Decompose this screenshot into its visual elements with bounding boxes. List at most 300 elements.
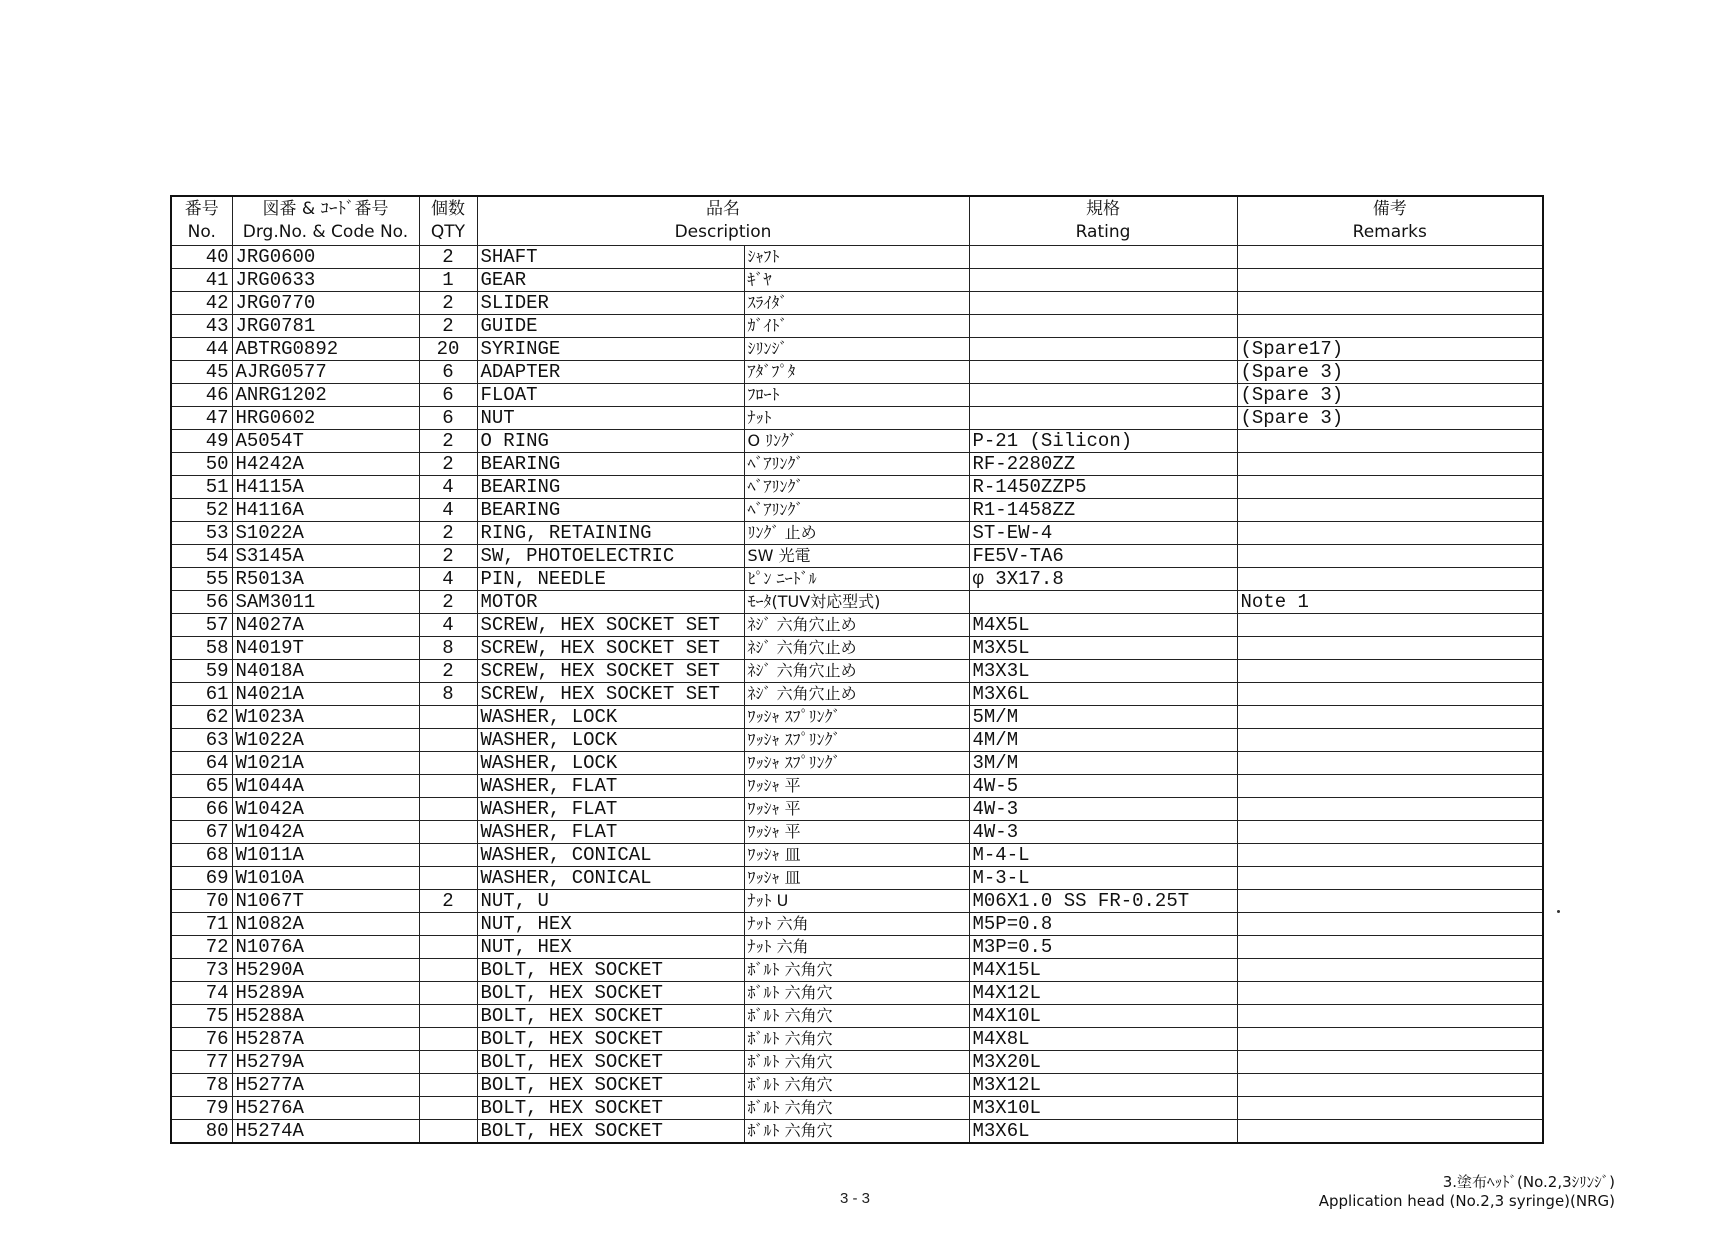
row-description-en: WASHER, CONICAL: [477, 844, 744, 867]
row-rating: [969, 361, 1237, 384]
row-rating: [969, 591, 1237, 614]
row-description-jp: ﾈｼﾞ 六角穴止め: [744, 683, 969, 706]
row-qty: [419, 1097, 477, 1120]
table-row: [171, 338, 1543, 361]
row-rating: M4X5L: [969, 614, 1237, 637]
row-remarks: [1237, 1120, 1543, 1144]
row-description-jp: ﾅｯﾄ 六角: [744, 913, 969, 936]
row-description-jp: ﾍﾞｱﾘﾝｸﾞ: [744, 453, 969, 476]
header-description-en: Description: [674, 222, 772, 242]
row-code: H5288A: [232, 1005, 419, 1028]
row-description-en: ADAPTER: [477, 361, 744, 384]
row-remarks: [1237, 522, 1543, 545]
row-rating: 5M/M: [969, 706, 1237, 729]
header-rating-en: Rating: [1075, 222, 1131, 242]
row-number: 63: [171, 729, 232, 752]
table-row: [171, 890, 1543, 913]
table-row: [171, 706, 1543, 729]
row-description-jp: O ﾘﾝｸﾞ: [744, 430, 969, 453]
row-qty: [419, 982, 477, 1005]
row-rating: M3X12L: [969, 1074, 1237, 1097]
row-code: H5276A: [232, 1097, 419, 1120]
row-code: HRG0602: [232, 407, 419, 430]
row-rating: M-4-L: [969, 844, 1237, 867]
row-description-en: MOTOR: [477, 591, 744, 614]
row-description-en: GEAR: [477, 269, 744, 292]
row-description-en: BEARING: [477, 453, 744, 476]
row-number: 58: [171, 637, 232, 660]
table-row: [171, 1028, 1543, 1051]
row-qty: 6: [419, 407, 477, 430]
table-row: [171, 1051, 1543, 1074]
row-remarks: (Spare17): [1237, 338, 1543, 361]
row-description-en: NUT, HEX: [477, 936, 744, 959]
row-remarks: [1237, 1028, 1543, 1051]
row-remarks: [1237, 1005, 1543, 1028]
row-remarks: [1237, 246, 1543, 269]
row-description-jp: ﾈｼﾞ 六角穴止め: [744, 614, 969, 637]
row-description-en: RING, RETAINING: [477, 522, 744, 545]
row-rating: M3X20L: [969, 1051, 1237, 1074]
row-qty: 2: [419, 453, 477, 476]
row-rating: RF-2280ZZ: [969, 453, 1237, 476]
section-title-en: Application head (No.2,3 syringe)(NRG): [1318, 1192, 1615, 1210]
header-description-jp: 品名: [706, 199, 740, 219]
row-qty: [419, 752, 477, 775]
row-description-en: FLOAT: [477, 384, 744, 407]
row-qty: 4: [419, 614, 477, 637]
header-rating: [969, 196, 1237, 246]
table-row: [171, 1005, 1543, 1028]
row-description-jp: ﾎﾞﾙﾄ 六角穴: [744, 1005, 969, 1028]
row-description-en: WASHER, LOCK: [477, 706, 744, 729]
row-description-jp: ﾎﾞﾙﾄ 六角穴: [744, 1120, 969, 1144]
row-description-en: GUIDE: [477, 315, 744, 338]
row-number: 50: [171, 453, 232, 476]
row-code: W1044A: [232, 775, 419, 798]
table-row: [171, 499, 1543, 522]
row-description-jp: ﾘﾝｸﾞ 止め: [744, 522, 969, 545]
row-number: 54: [171, 545, 232, 568]
table-row: [171, 591, 1543, 614]
row-qty: 6: [419, 384, 477, 407]
row-number: 75: [171, 1005, 232, 1028]
row-qty: 1: [419, 269, 477, 292]
table-row: [171, 660, 1543, 683]
header-qty: [419, 196, 477, 246]
row-description-jp: ｼｬﾌﾄ: [744, 246, 969, 269]
row-rating: 4W-3: [969, 821, 1237, 844]
table-row: [171, 453, 1543, 476]
row-description-en: NUT: [477, 407, 744, 430]
row-number: 49: [171, 430, 232, 453]
table-row: [171, 384, 1543, 407]
row-qty: 4: [419, 476, 477, 499]
row-rating: P-21 (Silicon): [969, 430, 1237, 453]
row-number: 74: [171, 982, 232, 1005]
row-code: JRG0633: [232, 269, 419, 292]
row-description-en: SCREW, HEX SOCKET SET: [477, 683, 744, 706]
row-code: JRG0600: [232, 246, 419, 269]
row-description-en: WASHER, FLAT: [477, 821, 744, 844]
row-number: 70: [171, 890, 232, 913]
row-code: W1011A: [232, 844, 419, 867]
row-remarks: [1237, 430, 1543, 453]
row-description-en: O RING: [477, 430, 744, 453]
header-no-en: No.: [187, 222, 216, 242]
row-description-en: WASHER, FLAT: [477, 775, 744, 798]
row-remarks: [1237, 476, 1543, 499]
row-number: 55: [171, 568, 232, 591]
row-code: JRG0781: [232, 315, 419, 338]
row-description-jp: ﾜｯｼｬ 平: [744, 775, 969, 798]
header-remarks-jp: 備考: [1372, 199, 1407, 219]
row-description-en: SW, PHOTOELECTRIC: [477, 545, 744, 568]
row-number: 51: [171, 476, 232, 499]
row-description-en: PIN, NEEDLE: [477, 568, 744, 591]
row-remarks: [1237, 568, 1543, 591]
row-description-jp: ｶﾞｲﾄﾞ: [744, 315, 969, 338]
parts-table-body: [171, 246, 1543, 1144]
row-description-jp: ﾎﾞﾙﾄ 六角穴: [744, 1028, 969, 1051]
row-qty: [419, 729, 477, 752]
row-number: 52: [171, 499, 232, 522]
row-qty: [419, 1120, 477, 1144]
row-remarks: [1237, 453, 1543, 476]
row-qty: 6: [419, 361, 477, 384]
row-qty: 2: [419, 246, 477, 269]
row-qty: 2: [419, 315, 477, 338]
table-row: [171, 867, 1543, 890]
row-code: A5054T: [232, 430, 419, 453]
row-number: 72: [171, 936, 232, 959]
row-remarks: Note 1: [1237, 591, 1543, 614]
page-number: 3 - 3: [840, 1190, 871, 1207]
row-rating: M4X12L: [969, 982, 1237, 1005]
row-number: 68: [171, 844, 232, 867]
row-number: 65: [171, 775, 232, 798]
table-row: [171, 637, 1543, 660]
table-row: [171, 683, 1543, 706]
row-rating: M3X6L: [969, 683, 1237, 706]
row-description-jp: ﾅｯﾄ U: [744, 890, 969, 913]
row-rating: M4X15L: [969, 959, 1237, 982]
header-qty-en: QTY: [430, 222, 466, 242]
row-description-en: SCREW, HEX SOCKET SET: [477, 637, 744, 660]
row-rating: 3M/M: [969, 752, 1237, 775]
row-remarks: [1237, 867, 1543, 890]
row-remarks: [1237, 821, 1543, 844]
row-code: H5279A: [232, 1051, 419, 1074]
row-description-jp: ﾓｰﾀ(TUV対応型式): [744, 591, 969, 614]
table-row: [171, 269, 1543, 292]
row-rating: [969, 292, 1237, 315]
row-description-en: BOLT, HEX SOCKET: [477, 1051, 744, 1074]
row-description-jp: ﾍﾞｱﾘﾝｸﾞ: [744, 476, 969, 499]
row-qty: [419, 775, 477, 798]
table-row: [171, 821, 1543, 844]
row-number: 41: [171, 269, 232, 292]
row-number: 56: [171, 591, 232, 614]
row-description-jp: ﾈｼﾞ 六角穴止め: [744, 637, 969, 660]
row-description-jp: ﾜｯｼｬ ｽﾌﾟﾘﾝｸﾞ: [744, 752, 969, 775]
row-remarks: (Spare 3): [1237, 407, 1543, 430]
header-code: [232, 196, 419, 246]
row-rating: [969, 315, 1237, 338]
row-code: H5289A: [232, 982, 419, 1005]
row-number: 77: [171, 1051, 232, 1074]
row-rating: [969, 269, 1237, 292]
row-number: 62: [171, 706, 232, 729]
row-code: H5274A: [232, 1120, 419, 1144]
table-row: [171, 982, 1543, 1005]
row-description-jp: ﾜｯｼｬ 平: [744, 821, 969, 844]
row-qty: [419, 1005, 477, 1028]
row-code: W1023A: [232, 706, 419, 729]
row-description-jp: ｼﾘﾝｼﾞ: [744, 338, 969, 361]
row-remarks: [1237, 729, 1543, 752]
row-code: AJRG0577: [232, 361, 419, 384]
row-code: N4018A: [232, 660, 419, 683]
row-code: H4242A: [232, 453, 419, 476]
row-remarks: [1237, 1074, 1543, 1097]
row-description-en: WASHER, LOCK: [477, 729, 744, 752]
row-rating: [969, 246, 1237, 269]
table-row: [171, 545, 1543, 568]
row-description-en: SLIDER: [477, 292, 744, 315]
row-qty: [419, 1028, 477, 1051]
parts-list-table: [170, 195, 1544, 1144]
row-qty: 2: [419, 522, 477, 545]
row-description-jp: ﾌﾛｰﾄ: [744, 384, 969, 407]
row-remarks: [1237, 499, 1543, 522]
table-row: [171, 729, 1543, 752]
row-remarks: (Spare 3): [1237, 384, 1543, 407]
row-qty: [419, 913, 477, 936]
row-qty: [419, 706, 477, 729]
row-rating: M3P=0.5: [969, 936, 1237, 959]
row-description-jp: ﾜｯｼｬ 皿: [744, 844, 969, 867]
row-code: N4021A: [232, 683, 419, 706]
row-remarks: [1237, 637, 1543, 660]
row-description-jp: ﾜｯｼｬ ｽﾌﾟﾘﾝｸﾞ: [744, 706, 969, 729]
row-code: H4116A: [232, 499, 419, 522]
row-description-en: SHAFT: [477, 246, 744, 269]
row-description-en: WASHER, CONICAL: [477, 867, 744, 890]
row-description-jp: ﾜｯｼｬ 平: [744, 798, 969, 821]
row-code: W1042A: [232, 798, 419, 821]
table-row: [171, 844, 1543, 867]
table-row: [171, 407, 1543, 430]
table-row: [171, 522, 1543, 545]
row-code: W1022A: [232, 729, 419, 752]
row-number: 40: [171, 246, 232, 269]
row-qty: [419, 821, 477, 844]
row-remarks: [1237, 315, 1543, 338]
row-description-jp: ｽﾗｲﾀﾞ: [744, 292, 969, 315]
row-code: N4019T: [232, 637, 419, 660]
row-number: 69: [171, 867, 232, 890]
row-description-en: SCREW, HEX SOCKET SET: [477, 614, 744, 637]
row-description-jp: ﾎﾞﾙﾄ 六角穴: [744, 1097, 969, 1120]
row-description-en: SYRINGE: [477, 338, 744, 361]
section-title: [1319, 1173, 1615, 1211]
row-remarks: [1237, 1097, 1543, 1120]
row-number: 80: [171, 1120, 232, 1144]
row-number: 59: [171, 660, 232, 683]
row-description-en: BOLT, HEX SOCKET: [477, 982, 744, 1005]
header-qty-jp: 個数: [431, 199, 465, 219]
row-remarks: [1237, 959, 1543, 982]
row-number: 73: [171, 959, 232, 982]
row-remarks: [1237, 798, 1543, 821]
row-qty: 2: [419, 591, 477, 614]
table-row: [171, 568, 1543, 591]
header-code-en: Drg.No. & Code No.: [242, 222, 409, 242]
header-rating-jp: 規格: [1086, 199, 1120, 219]
row-qty: 2: [419, 292, 477, 315]
row-description-en: BOLT, HEX SOCKET: [477, 1074, 744, 1097]
row-rating: 4W-5: [969, 775, 1237, 798]
row-remarks: [1237, 1051, 1543, 1074]
header-no-jp: 番号: [184, 199, 219, 219]
row-rating: M3X5L: [969, 637, 1237, 660]
row-number: 46: [171, 384, 232, 407]
header-description: [477, 196, 969, 246]
row-remarks: [1237, 936, 1543, 959]
row-qty: [419, 1074, 477, 1097]
row-code: ANRG1202: [232, 384, 419, 407]
section-title-jp: 3.塗布ﾍｯﾄﾞ(No.2,3ｼﾘﾝｼﾞ): [1442, 1173, 1615, 1191]
row-remarks: [1237, 269, 1543, 292]
row-description-jp: ﾋﾟﾝ ﾆｰﾄﾞﾙ: [744, 568, 969, 591]
table-row: [171, 775, 1543, 798]
row-code: JRG0770: [232, 292, 419, 315]
row-description-jp: ﾍﾞｱﾘﾝｸﾞ: [744, 499, 969, 522]
row-remarks: [1237, 292, 1543, 315]
row-code: ABTRG0892: [232, 338, 419, 361]
row-rating: M3X10L: [969, 1097, 1237, 1120]
table-row: [171, 430, 1543, 453]
row-qty: [419, 844, 477, 867]
table-row: [171, 614, 1543, 637]
row-remarks: [1237, 545, 1543, 568]
row-number: 67: [171, 821, 232, 844]
row-rating: M3X6L: [969, 1120, 1237, 1144]
row-number: 47: [171, 407, 232, 430]
row-number: 71: [171, 913, 232, 936]
row-remarks: [1237, 683, 1543, 706]
table-row: [171, 752, 1543, 775]
row-number: 57: [171, 614, 232, 637]
header-remarks: [1237, 196, 1543, 246]
row-qty: [419, 1051, 477, 1074]
row-qty: 2: [419, 890, 477, 913]
row-code: S3145A: [232, 545, 419, 568]
row-description-en: BEARING: [477, 476, 744, 499]
row-description-jp: ｷﾞﾔ: [744, 269, 969, 292]
row-description-en: BOLT, HEX SOCKET: [477, 1097, 744, 1120]
row-remarks: (Spare 3): [1237, 361, 1543, 384]
row-code: H4115A: [232, 476, 419, 499]
row-description-jp: ﾜｯｼｬ 皿: [744, 867, 969, 890]
row-description-en: WASHER, FLAT: [477, 798, 744, 821]
row-code: W1010A: [232, 867, 419, 890]
row-rating: [969, 407, 1237, 430]
row-rating: R-1450ZZP5: [969, 476, 1237, 499]
row-number: 79: [171, 1097, 232, 1120]
row-number: 66: [171, 798, 232, 821]
row-description-en: SCREW, HEX SOCKET SET: [477, 660, 744, 683]
row-qty: 8: [419, 637, 477, 660]
row-description-jp: ﾎﾞﾙﾄ 六角穴: [744, 1051, 969, 1074]
row-description-jp: ﾜｯｼｬ ｽﾌﾟﾘﾝｸﾞ: [744, 729, 969, 752]
header-remarks-en: Remarks: [1352, 222, 1427, 242]
row-qty: 2: [419, 545, 477, 568]
row-description-jp: ﾅｯﾄ: [744, 407, 969, 430]
table-row: [171, 1097, 1543, 1120]
header-code-jp: 図番 & ｺｰﾄﾞ番号: [262, 199, 389, 219]
row-qty: [419, 798, 477, 821]
row-rating: M4X10L: [969, 1005, 1237, 1028]
row-qty: 2: [419, 430, 477, 453]
table-row: [171, 292, 1543, 315]
row-number: 44: [171, 338, 232, 361]
row-rating: [969, 338, 1237, 361]
table-row: [171, 315, 1543, 338]
row-number: 64: [171, 752, 232, 775]
row-number: 76: [171, 1028, 232, 1051]
row-description-en: BOLT, HEX SOCKET: [477, 1005, 744, 1028]
row-qty: [419, 959, 477, 982]
table-row: [171, 1120, 1543, 1144]
row-rating: M4X8L: [969, 1028, 1237, 1051]
row-description-jp: ｱﾀﾞﾌﾟﾀ: [744, 361, 969, 384]
row-remarks: [1237, 775, 1543, 798]
row-code: N4027A: [232, 614, 419, 637]
row-description-en: WASHER, LOCK: [477, 752, 744, 775]
header-no: [171, 196, 232, 246]
row-rating: M06X1.0 SS FR-0.25T: [969, 890, 1237, 913]
row-remarks: [1237, 614, 1543, 637]
table-row: [171, 798, 1543, 821]
row-rating: [969, 384, 1237, 407]
row-code: H5277A: [232, 1074, 419, 1097]
row-rating: 4M/M: [969, 729, 1237, 752]
row-description-en: BOLT, HEX SOCKET: [477, 959, 744, 982]
row-description-jp: ﾎﾞﾙﾄ 六角穴: [744, 1074, 969, 1097]
row-qty: 8: [419, 683, 477, 706]
row-code: H5287A: [232, 1028, 419, 1051]
row-qty: [419, 936, 477, 959]
row-rating: R1-1458ZZ: [969, 499, 1237, 522]
row-code: N1067T: [232, 890, 419, 913]
row-remarks: [1237, 752, 1543, 775]
table-row: [171, 959, 1543, 982]
row-number: 78: [171, 1074, 232, 1097]
row-rating: M-3-L: [969, 867, 1237, 890]
row-remarks: [1237, 706, 1543, 729]
row-remarks: [1237, 913, 1543, 936]
row-rating: ST-EW-4: [969, 522, 1237, 545]
row-qty: 20: [419, 338, 477, 361]
row-description-jp: ﾎﾞﾙﾄ 六角穴: [744, 982, 969, 1005]
row-description-en: NUT, HEX: [477, 913, 744, 936]
row-description-jp: ﾈｼﾞ 六角穴止め: [744, 660, 969, 683]
row-remarks: [1237, 844, 1543, 867]
row-qty: 4: [419, 499, 477, 522]
table-row: [171, 476, 1543, 499]
